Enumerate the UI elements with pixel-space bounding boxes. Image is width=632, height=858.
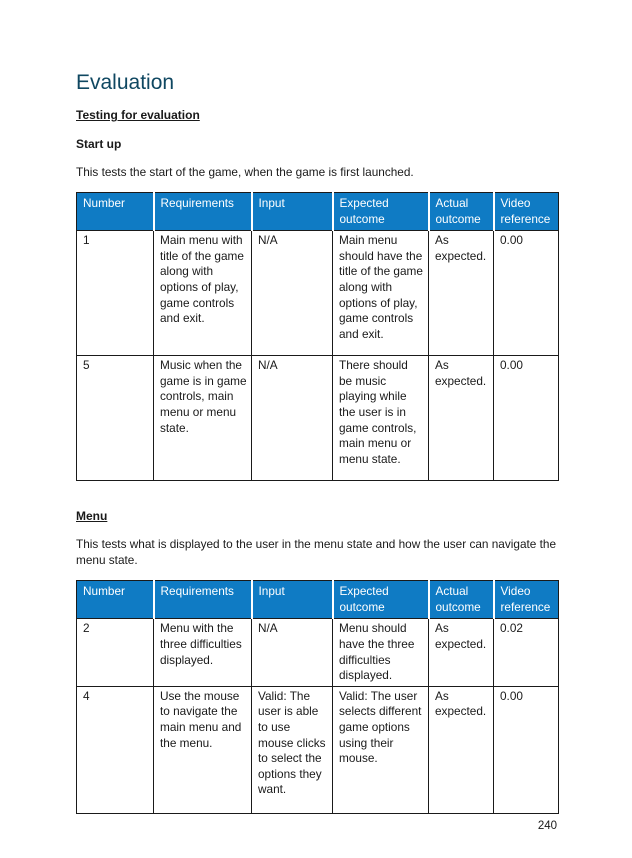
startup-test-table <box>76 192 559 481</box>
cell-video-reference: 0.00 <box>494 686 559 813</box>
cell-actual-outcome: As expected. <box>429 686 494 813</box>
menu-heading: Menu <box>76 509 108 524</box>
document-title: Evaluation <box>76 71 175 94</box>
cell-number: 2 <box>77 619 154 686</box>
cell-requirements: Use the mouse to navigate the main menu and the menu. <box>154 686 252 813</box>
menu-test-table <box>76 580 559 814</box>
cell-input: N/A <box>252 619 333 686</box>
header-number: Number <box>77 193 154 231</box>
cell-expected-outcome: There should be music playing while the user is in game controls, main menu or menu state. <box>333 356 429 481</box>
cell-video-reference: 0.00 <box>494 231 559 356</box>
cell-number: 4 <box>77 686 154 813</box>
header-input: Input <box>252 193 333 231</box>
header-actual-outcome: Actual outcome <box>429 581 494 619</box>
table-header-row <box>77 193 559 231</box>
header-requirements: Requirements <box>154 193 252 231</box>
cell-number: 5 <box>77 356 154 481</box>
table-row <box>77 686 559 813</box>
testing-for-evaluation-heading: Testing for evaluation <box>76 108 200 122</box>
cell-input: Valid: The user is able to use mouse clicks to select the options they want. <box>252 686 333 813</box>
cell-requirements: Main menu with title of the game along with options of play, game controls and exit. <box>154 231 252 356</box>
table-row <box>77 619 559 686</box>
header-input: Input <box>252 581 333 619</box>
header-video-reference: Video reference <box>494 193 559 231</box>
cell-number: 1 <box>77 231 154 356</box>
cell-video-reference: 0.00 <box>494 356 559 481</box>
header-expected-outcome: Expected outcome <box>333 581 429 619</box>
cell-actual-outcome: As expected. <box>429 356 494 481</box>
header-video-reference: Video reference <box>494 581 559 619</box>
cell-actual-outcome: As expected. <box>429 619 494 686</box>
header-expected-outcome: Expected outcome <box>333 193 429 231</box>
cell-video-reference: 0.02 <box>494 619 559 686</box>
cell-actual-outcome: As expected. <box>429 231 494 356</box>
cell-input: N/A <box>252 356 333 481</box>
cell-expected-outcome: Menu should have the three difficulties displayed. <box>333 619 429 686</box>
startup-intro-paragraph: This tests the start of the game, when the game is first launched. <box>76 165 414 179</box>
table-row <box>77 356 559 481</box>
cell-input: N/A <box>252 231 333 356</box>
menu-intro-paragraph: This tests what is displayed to the user in the menu state and how the user can navigate the menu state. <box>76 537 557 568</box>
page-number: 240 <box>537 820 557 832</box>
startup-heading: Start up <box>76 137 122 151</box>
cell-expected-outcome: Main menu should have the title of the game along with options of play, game controls and exit. <box>333 231 429 356</box>
header-requirements: Requirements <box>154 581 252 619</box>
header-actual-outcome: Actual outcome <box>429 193 494 231</box>
table-header-row <box>77 581 559 619</box>
cell-requirements: Menu with the three difficulties displayed. <box>154 619 252 686</box>
cell-requirements: Music when the game is in game controls, main menu or menu state. <box>154 356 252 481</box>
header-number: Number <box>77 581 154 619</box>
cell-expected-outcome: Valid: The user selects different game options using their mouse. <box>333 686 429 813</box>
table-row <box>77 231 559 356</box>
